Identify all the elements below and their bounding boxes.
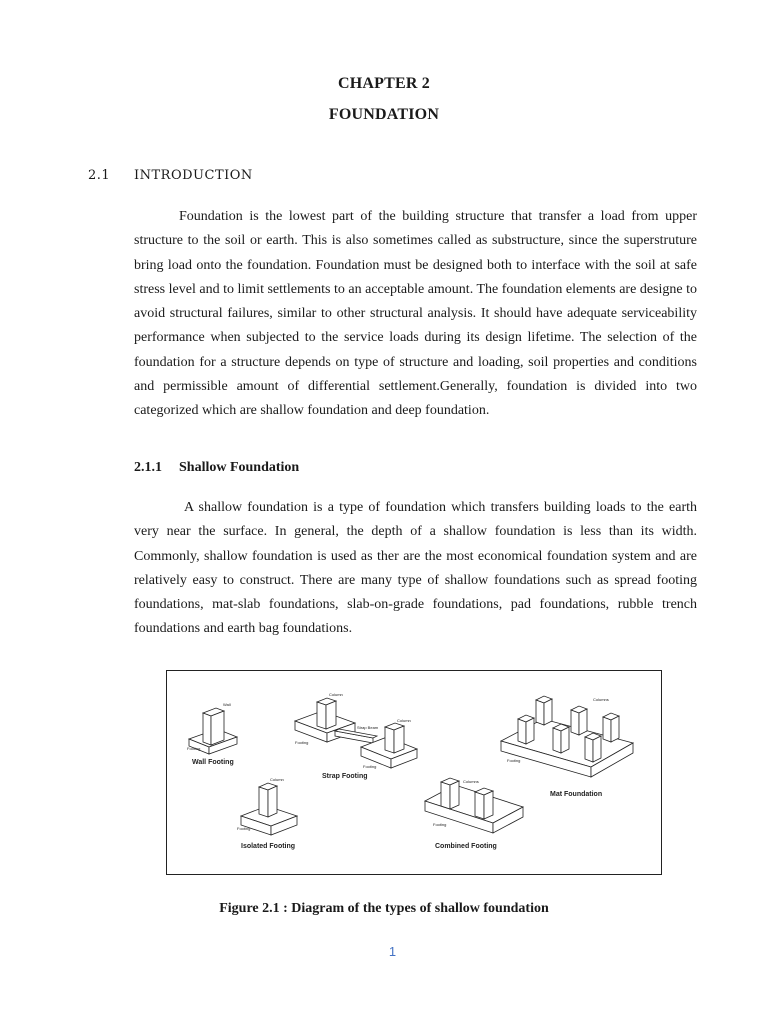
strap-footing-title: Strap Footing xyxy=(322,773,368,780)
strap-column-left-label: Column xyxy=(329,692,343,697)
chapter-title: FOUNDATION xyxy=(328,106,440,123)
mat-foundation-title: Mat Foundation xyxy=(550,791,603,798)
strap-column-right-label: Column xyxy=(397,718,411,723)
intro-paragraph-text: Foundation is the lowest part of the building structure that transfer a load from upper structure to the soil or earth. This is also sometimes called as substructure, since the superstruture bring load onto the foundation. Foundation must be designed both to interface with the soil at safe stress level and to limit settlements to an acceptable amount. The foundation elements are designe to avoid structural failures, similar to other structural analysis. It should have adequate serviceability performance when subjected to the service loads during its design lifetime. The selection of the foundation for a structure depends on type of structure and loading, soil properties and conditions and permissible amount of differential settlement.Generally, foundation is divided into two categorized which are shallow foundation and deep foundation. xyxy=(134,209,697,419)
isolated-footing-title: Isolated Footing xyxy=(241,843,296,850)
mat-footing-label: Footing xyxy=(507,758,521,763)
chapter-number: CHAPTER 2 xyxy=(337,75,431,92)
mat-foundation-diagram xyxy=(501,696,633,777)
strap-beam-label: Strap Beam xyxy=(357,725,379,730)
shallow-paragraph-text: A shallow foundation is a type of foundation which transfers building loads to the earth very near the surface. In general, the depth of a shallow foundation is less than its width. Commonly, shallow foundation is used as ther are the most economical foundation system and are relatively easy to construct. There are many type of shallow foundations such as spread footing foundations, mat-slab foundations, slab-on-grade foundations, pad foundations, rubble trench foundations and earth bag foundations. xyxy=(134,500,697,637)
foundation-figure xyxy=(166,670,662,875)
section-number: 2.1 xyxy=(88,168,111,183)
strap-footing-right-label: Footing xyxy=(363,764,377,769)
wall-footing-title: Wall Footing xyxy=(192,759,234,766)
isolated-column-label: Column xyxy=(270,777,284,782)
wall-footing-label: Footing xyxy=(187,746,201,751)
strap-footing-diagram xyxy=(295,698,417,768)
subsection-heading xyxy=(134,460,299,476)
shallow-paragraph xyxy=(134,496,697,642)
page-number: 1 xyxy=(388,944,397,959)
combined-footing-label: Footing xyxy=(433,822,447,827)
figure-caption: Figure 2.1 : Diagram of the types of shallow foundation xyxy=(219,901,549,916)
wall-label: Wall xyxy=(223,702,231,707)
subsection-title: Shallow Foundation xyxy=(179,460,300,475)
intro-paragraph xyxy=(134,205,697,424)
section-title: INTRODUCTION xyxy=(134,168,253,183)
isolated-footing-label: Footing xyxy=(237,826,251,831)
subsection-number: 2.1.1 xyxy=(134,460,162,475)
combined-columns-label: Columns xyxy=(463,779,479,784)
mat-columns-label: Columns xyxy=(593,697,609,702)
foundation-diagram xyxy=(167,671,663,876)
strap-footing-left-label: Footing xyxy=(295,740,309,745)
combined-footing-title: Combined Footing xyxy=(435,843,497,850)
section-heading xyxy=(88,168,253,183)
